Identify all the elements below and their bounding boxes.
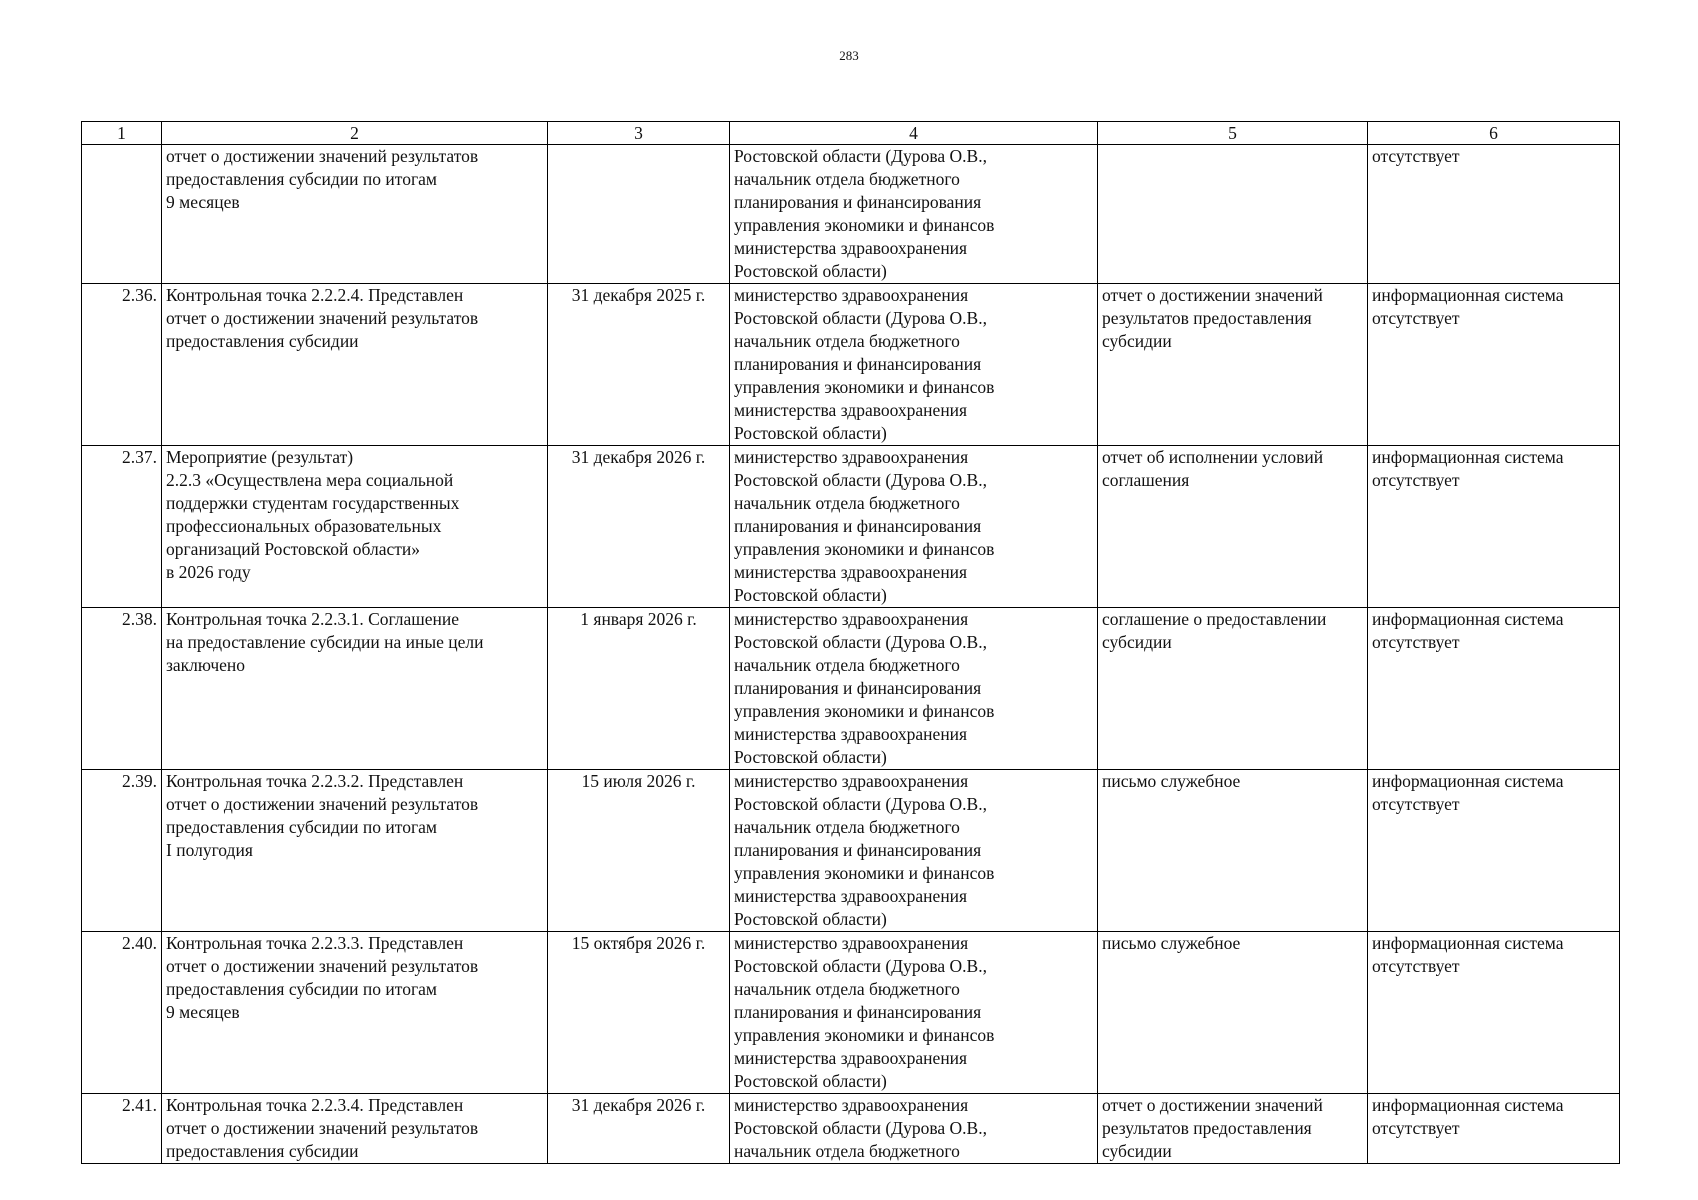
- table-header-row: [82, 122, 1620, 145]
- row-number: 2.41.: [82, 1094, 162, 1164]
- row-date: 1 января 2026 г.: [548, 608, 730, 770]
- row-title: отчет о достижении значений результатов предоставления субсидии по итогам 9 месяцев: [162, 145, 548, 284]
- row-date: [548, 145, 730, 284]
- row-system: отсутствует: [1368, 145, 1620, 284]
- row-document: отчет о достижении значений результатов предоставления субсидии: [1098, 284, 1368, 446]
- column-header-1: 1: [82, 122, 162, 145]
- row-title: Контрольная точка 2.2.3.1. Соглашение на предоставление субсидии на иные цели заключено: [162, 608, 548, 770]
- row-title: Контрольная точка 2.2.3.4. Представлен отчет о достижении значений результатов предоставления субсидии: [162, 1094, 548, 1164]
- row-responsible: министерство здравоохранения Ростовской области (Дурова О.В., начальник отдела бюджетного: [730, 1094, 1098, 1164]
- table-row: [82, 446, 1620, 608]
- row-system: информационная система отсутствует: [1368, 932, 1620, 1094]
- row-document: соглашение о предоставлении субсидии: [1098, 608, 1368, 770]
- row-responsible: Ростовской области (Дурова О.В., начальник отдела бюджетного планирования и финансирования управления экономики и финансов министерства здравоохранения Ростовской области): [730, 145, 1098, 284]
- row-document: отчет о достижении значений результатов предоставления субсидии: [1098, 1094, 1368, 1164]
- row-responsible: министерство здравоохранения Ростовской области (Дурова О.В., начальник отдела бюджетного планирования и финансирования управления экономики и финансов министерства здравоохранения Ростовской области): [730, 932, 1098, 1094]
- table-row: [82, 1094, 1620, 1164]
- column-header-2: 2: [162, 122, 548, 145]
- row-date: 31 декабря 2025 г.: [548, 284, 730, 446]
- row-document: отчет об исполнении условий соглашения: [1098, 446, 1368, 608]
- row-title: Контрольная точка 2.2.3.3. Представлен отчет о достижении значений результатов предоставления субсидии по итогам 9 месяцев: [162, 932, 548, 1094]
- table-row: [82, 284, 1620, 446]
- table-row: [82, 770, 1620, 932]
- row-document: письмо служебное: [1098, 770, 1368, 932]
- row-number: 2.39.: [82, 770, 162, 932]
- column-header-3: 3: [548, 122, 730, 145]
- row-date: 31 декабря 2026 г.: [548, 446, 730, 608]
- control-points-table: [81, 121, 1620, 1164]
- row-system: информационная система отсутствует: [1368, 284, 1620, 446]
- row-date: 31 декабря 2026 г.: [548, 1094, 730, 1164]
- row-system: информационная система отсутствует: [1368, 608, 1620, 770]
- row-responsible: министерство здравоохранения Ростовской области (Дурова О.В., начальник отдела бюджетного планирования и финансирования управления экономики и финансов министерства здравоохранения Ростовской области): [730, 770, 1098, 932]
- page-number: 283: [839, 48, 859, 63]
- row-system: информационная система отсутствует: [1368, 1094, 1620, 1164]
- row-number: 2.37.: [82, 446, 162, 608]
- row-number: 2.40.: [82, 932, 162, 1094]
- row-responsible: министерство здравоохранения Ростовской области (Дурова О.В., начальник отдела бюджетного планирования и финансирования управления экономики и финансов министерства здравоохранения Ростовской области): [730, 608, 1098, 770]
- row-system: информационная система отсутствует: [1368, 770, 1620, 932]
- row-document: [1098, 145, 1368, 284]
- row-date: 15 октября 2026 г.: [548, 932, 730, 1094]
- row-title: Контрольная точка 2.2.2.4. Представлен отчет о достижении значений результатов предоставления субсидии: [162, 284, 548, 446]
- table-row: [82, 932, 1620, 1094]
- table-row: [82, 145, 1620, 284]
- table-row: [82, 608, 1620, 770]
- row-number: 2.36.: [82, 284, 162, 446]
- column-header-4: 4: [730, 122, 1098, 145]
- row-number: 2.38.: [82, 608, 162, 770]
- row-responsible: министерство здравоохранения Ростовской области (Дурова О.В., начальник отдела бюджетного планирования и финансирования управления экономики и финансов министерства здравоохранения Ростовской области): [730, 446, 1098, 608]
- column-header-6: 6: [1368, 122, 1620, 145]
- row-title: Контрольная точка 2.2.3.2. Представлен отчет о достижении значений результатов предоставления субсидии по итогам I полугодия: [162, 770, 548, 932]
- row-responsible: министерство здравоохранения Ростовской области (Дурова О.В., начальник отдела бюджетного планирования и финансирования управления экономики и финансов министерства здравоохранения Ростовской области): [730, 284, 1098, 446]
- row-date: 15 июля 2026 г.: [548, 770, 730, 932]
- row-system: информационная система отсутствует: [1368, 446, 1620, 608]
- row-document: письмо служебное: [1098, 932, 1368, 1094]
- row-title: Мероприятие (результат) 2.2.3 «Осуществлена мера социальной поддержки студентам государственных профессиональных образовательных организаций Ростовской области» в 2026 году: [162, 446, 548, 608]
- row-number: [82, 145, 162, 284]
- column-header-5: 5: [1098, 122, 1368, 145]
